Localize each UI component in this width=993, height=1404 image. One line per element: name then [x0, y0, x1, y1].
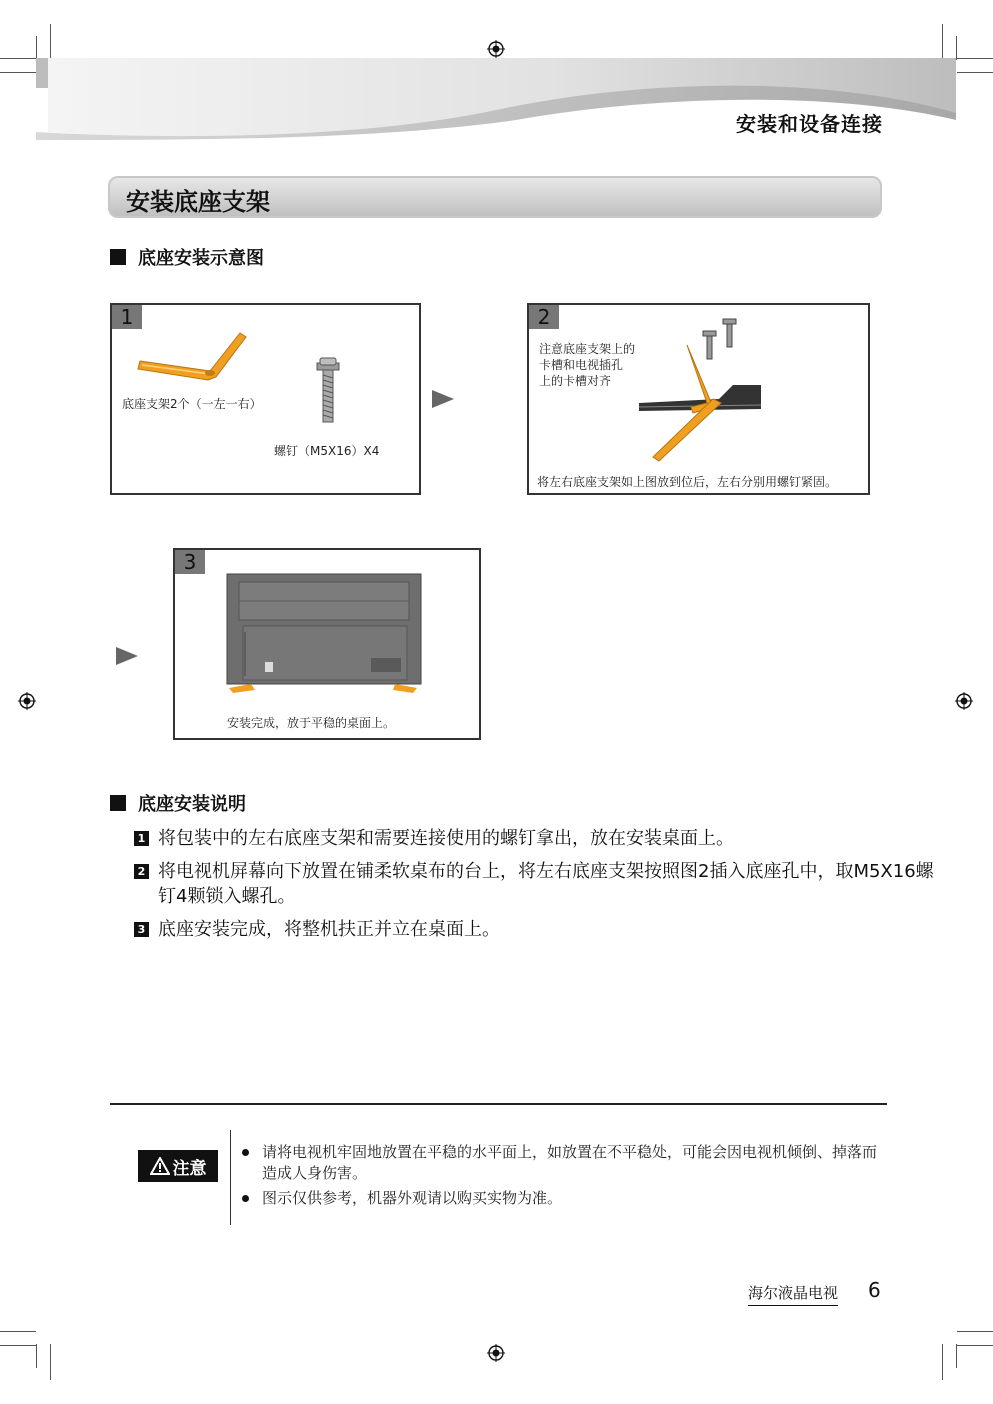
stand-caption: 底座支架2个（一左一右） [122, 397, 262, 411]
crop-mark [0, 72, 36, 73]
crop-mark [0, 1331, 36, 1332]
divider [110, 1103, 887, 1105]
stand-insertion-diagram [637, 315, 765, 465]
crop-mark [957, 72, 993, 73]
screw-icon [312, 357, 344, 427]
step-item [134, 859, 934, 909]
crop-mark [36, 1344, 37, 1368]
diagram-heading-text: 底座安装示意图 [138, 248, 264, 269]
crop-mark [942, 24, 943, 60]
stand-bracket-icon [136, 327, 248, 383]
arrow-right-icon [116, 647, 138, 665]
crop-mark [957, 1331, 993, 1332]
registration-mark-icon [487, 1344, 505, 1362]
arrow-right-icon [432, 390, 454, 408]
crop-mark [0, 1345, 36, 1346]
instructions-heading-text: 底座安装说明 [138, 794, 246, 815]
step-text: 将包装中的左右底座支架和需要连接使用的螺钉拿出，放在安装桌面上。 [158, 828, 734, 849]
diagram-heading [110, 244, 264, 270]
diagram-panel-3 [173, 548, 481, 740]
step-number: 3 [134, 922, 149, 937]
panel-number: 2 [529, 305, 559, 329]
caution-note-text: 图示仅供参考，机器外观请以购买实物为准。 [262, 1189, 563, 1207]
panel-number: 3 [175, 550, 205, 574]
square-bullet-icon [110, 795, 126, 811]
step-text: 底座安装完成，将整机扶正并立在桌面上。 [158, 919, 500, 940]
diagram-panel-1 [110, 303, 421, 495]
panel-3-caption: 安装完成，放于平稳的桌面上。 [227, 716, 396, 730]
align-note-line-2: 卡槽和电视插孔 [539, 358, 624, 372]
registration-mark-icon [955, 692, 973, 710]
align-note-line-1: 注意底座支架上的 [539, 342, 636, 356]
bullet-icon [242, 1149, 249, 1156]
crop-mark [957, 1345, 993, 1346]
step-number: 2 [134, 864, 149, 879]
registration-mark-icon [18, 692, 36, 710]
step-item [134, 826, 934, 851]
page-number: 6 [868, 1278, 881, 1302]
crop-mark [956, 1344, 957, 1368]
instructions-heading [110, 790, 246, 816]
diagram-panel-2 [527, 303, 870, 495]
crop-mark [956, 36, 957, 60]
step-number: 1 [134, 831, 149, 846]
tv-back-icon [225, 572, 423, 694]
vertical-divider [230, 1130, 231, 1225]
step-text: 将电视机屏幕向下放置在铺柔软桌布的台上，将左右底座支架按照图2插入底座孔中，取M5X16螺钉4颗锁入螺孔。 [158, 861, 934, 907]
crop-mark [36, 36, 37, 60]
panel-number: 1 [112, 305, 142, 329]
step-item [134, 917, 934, 942]
section-title-bar [108, 176, 882, 218]
chapter-title: 安装和设备连接 [736, 112, 883, 136]
section-title: 安装底座支架 [126, 188, 270, 216]
steps-list [134, 826, 934, 950]
registration-mark-icon [487, 40, 505, 58]
square-bullet-icon [110, 249, 126, 265]
crop-mark [942, 1344, 943, 1380]
caution-note [240, 1188, 890, 1209]
panel-2-caption: 将左右底座支架如上图放到位后，左右分别用螺钉紧固。 [537, 475, 838, 489]
crop-mark [50, 1344, 51, 1380]
bullet-icon [242, 1195, 249, 1202]
caution-note-text: 请将电视机牢固地放置在平稳的水平面上，如放置在不平稳处，可能会因电视机倾倒、掉落而造成人身伤害。 [262, 1143, 878, 1182]
footer-brand: 海尔液晶电视 [748, 1282, 838, 1306]
crop-mark [957, 58, 993, 59]
caution-notes [240, 1142, 890, 1213]
crop-mark [0, 58, 36, 59]
screw-caption: 螺钉（M5X16）X4 [274, 444, 380, 458]
align-note-line-3: 上的卡槽对齐 [539, 374, 612, 388]
crop-mark [50, 24, 51, 60]
caution-note [240, 1142, 890, 1184]
warning-icon [150, 1157, 170, 1175]
caution-label: 注意 [172, 1158, 207, 1179]
caution-badge [138, 1150, 218, 1182]
